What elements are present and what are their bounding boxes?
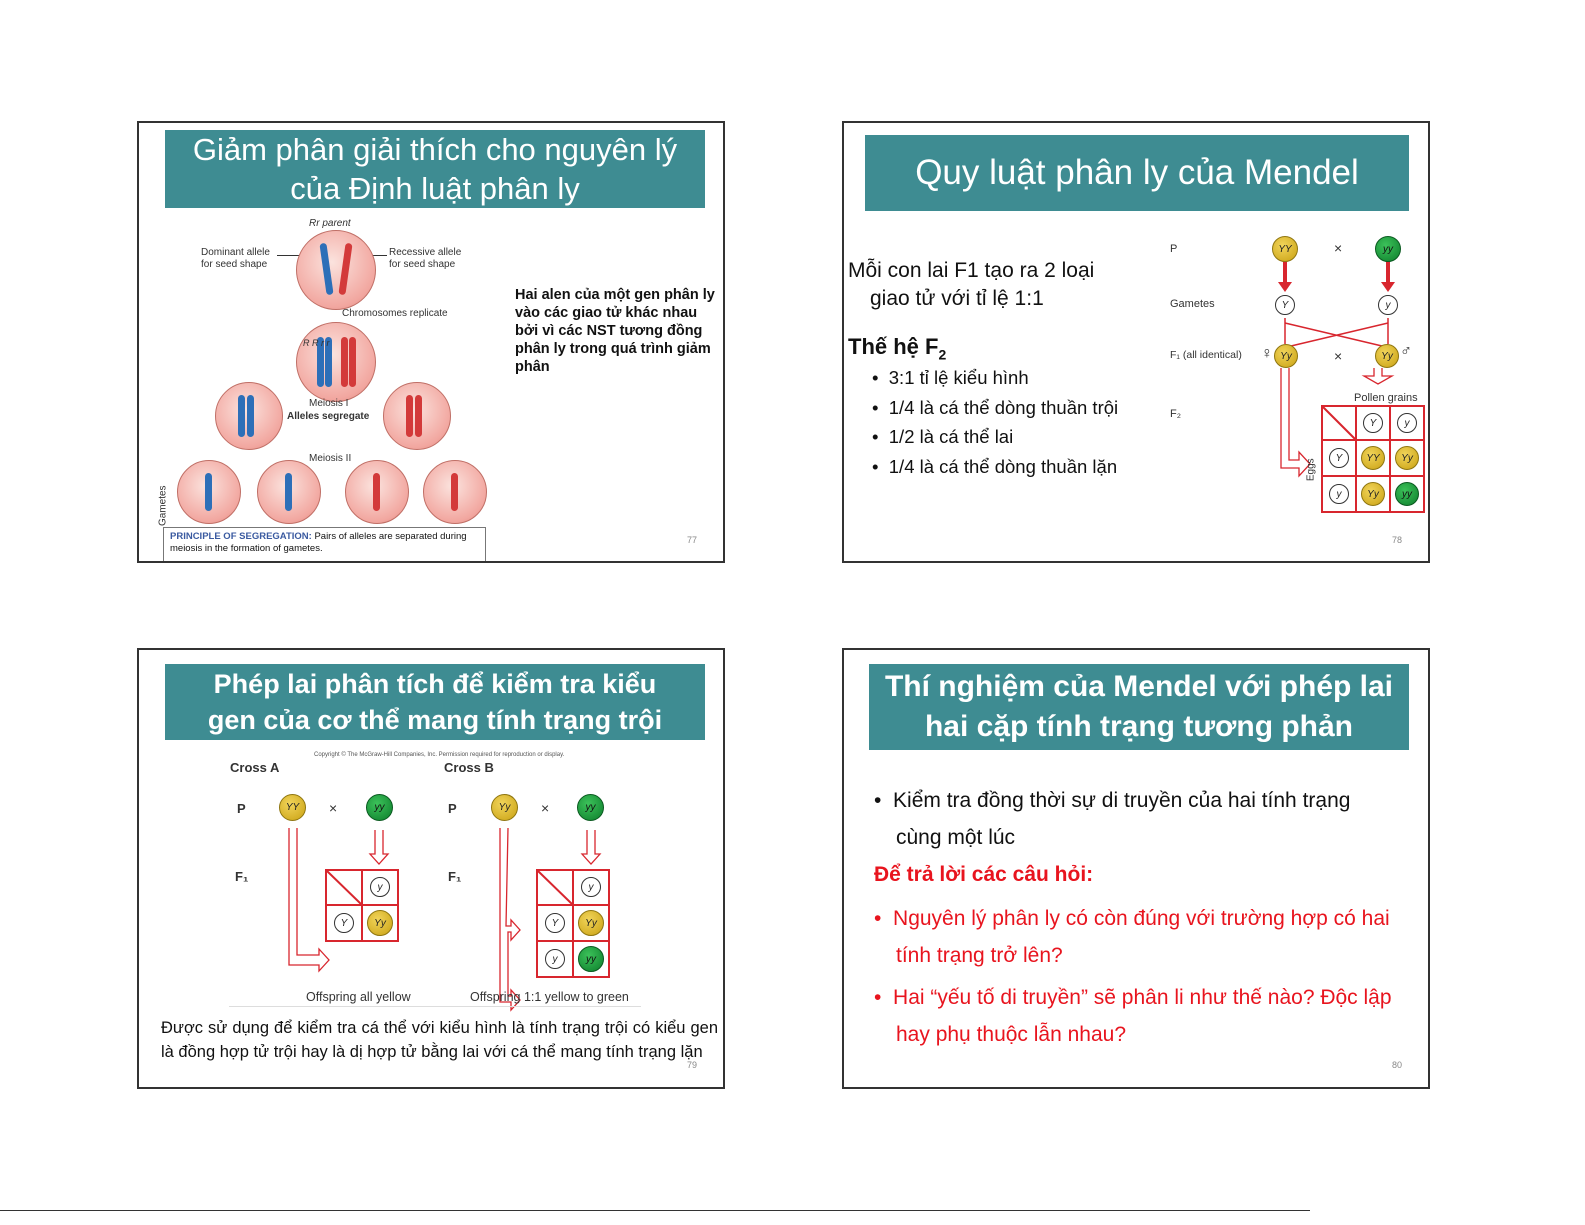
bullet-4-text: 1/4 là cá thể dòng thuần lặn [888,456,1118,477]
egg-y: y [1329,484,1349,504]
principle-text: Pairs of alleles are separated during meiosis in the formation of gametes. [170,531,467,555]
slide-79-title: Phép lai phân tích để kiểm tra kiểu gen của cơ thể mang tính trạng trội [165,664,705,740]
recessive-label: Recessive allele for seed shape [389,247,462,270]
bullet-3: • 1/2 là cá thể lai [872,426,1014,447]
parent-cell [296,230,376,310]
p-label-a: P [237,801,246,816]
female-symbol: ♀ [1261,345,1273,362]
mendel-cross-diagram [1164,228,1429,518]
offspring-a-label: Offspring all yellow [306,990,411,1004]
punnett-b-Y: Y [545,913,565,933]
dominant-label: Dominant allele for seed shape [201,247,270,270]
pollen-y: y [1397,413,1417,433]
gamete-Y: Y [1275,295,1295,315]
gametes-label: Gametes [1170,298,1215,310]
bullet-1: • Kiểm tra đồng thời sự di truyền của hai tính trạng cùng một lúc [874,789,1351,849]
cross-symbol-f1: × [1334,348,1343,364]
replicated-cell [296,322,376,402]
bullet-1-text: 3:1 tỉ lệ kiểu hình [888,367,1029,388]
pea-yy-parent: yy [1375,236,1401,262]
punnett-b-yy: yy [578,946,604,972]
page-number-78: 78 [1392,535,1403,545]
rr-parent-label: Rr parent [309,218,351,229]
gamete-4 [423,460,487,524]
f1-label: F₁ (all identical) [1170,349,1242,361]
replicate-label: Chromosomes replicate [342,308,448,319]
bullet-2-text: 1/4 là cá thể dòng thuần trội [888,397,1119,418]
male-symbol: ♂ [1400,343,1412,360]
pea-Yy-male: Yy [1375,344,1399,368]
slide-80-title: Thí nghiệm của Mendel với phép lai hai cặp tính trạng tương phản [869,664,1409,750]
f2-heading-text: Thế hệ F [848,334,939,359]
bullet-3-text: Hai “yếu tố di truyền” sẽ phân li như thế nào? Độc lập hay phụ thuộc lẫn nhau? [893,986,1392,1046]
punnett-b-y-top: y [581,877,601,897]
cross-a-label: Cross A [230,760,280,775]
f2-label: F₂ [1170,408,1181,420]
slide-77-title: Giảm phân giải thích cho nguyên lý của Định luật phân ly [165,130,705,208]
pea-YY-parent: YY [1272,236,1298,262]
gametes-label: Gametes [157,485,169,527]
bullet-2-text: Nguyên lý phân ly có còn đúng với trường hợp có hai tính trạng trở lên? [893,907,1390,967]
slide-79 [137,648,725,1089]
principle-box [163,527,486,563]
slide-78-title: Quy luật phân ly của Mendel [865,135,1409,211]
f2-heading [848,333,946,364]
gamete-3 [345,460,409,524]
slide-80 [842,648,1430,1089]
punnett-a-Yy: Yy [367,910,393,936]
punnett-a [325,869,399,942]
slide-78 [842,121,1430,563]
punnett-b-y-left: y [545,949,565,969]
slide-79-caption: Được sử dụng để kiểm tra cá thể với kiểu hình là tính trạng trội có kiểu gen là đồng hợp tử trội hay là dị hợp tử bằng lai với cá thể mang tính trạng lặn [161,1019,718,1061]
bullet-2: • Nguyên lý phân ly có còn đúng với trường hợp có hai tính trạng trở lên? [874,907,1390,967]
bullet-3-text: 1/2 là cá thể lai [888,426,1014,447]
p-label-b: P [448,801,457,816]
alleles-segregate-label: Alleles segregate [287,411,370,422]
offspring-b-label: Offspring 1:1 yellow to green [470,990,629,1004]
punnett-square [1321,405,1427,513]
page-number-80: 80 [1392,1060,1403,1070]
eggs-label: Eggs [1305,458,1317,482]
egg-Y: Y [1329,448,1349,468]
cross-a-yy: yy [366,794,393,821]
f1-line-2: giao tử với tỉ lệ 1:1 [870,287,1044,310]
principle-head: PRINCIPLE OF SEGREGATION: [170,531,312,542]
offspring-Yy-1: Yy [1395,446,1419,470]
meiosis1-cell-right [383,382,451,450]
offspring-Yy-2: Yy [1361,482,1385,506]
pea-Yy-female: Yy [1274,344,1298,368]
cross-b-Yy: Yy [491,794,518,821]
slide-77-note: Hai alen của một gen phân ly vào các giao tử khác nhau bởi vì các NST tương đồng phân ly trong quá trình giảm phân [515,287,715,375]
question-heading: Để trả lời các câu hỏi: [874,863,1094,886]
f2-heading-sub: 2 [938,346,947,363]
bullet-2: • 1/4 là cá thể dòng thuần trội [872,397,1119,418]
punnett-a-Y: Y [334,913,354,933]
page-number-77: 77 [687,535,698,545]
cross-b-label: Cross B [444,760,494,775]
f1-line-1: Mỗi con lai F1 tạo ra 2 loại [848,259,1095,282]
page-number-79: 79 [687,1060,698,1070]
cross-b-yy: yy [577,794,604,821]
copyright-note: Copyright © The McGraw-Hill Companies, Inc. Permission required for reproduction or display. [314,752,565,758]
cross-a-YY: YY [279,794,306,821]
f1-label-a: F₁ [235,869,249,884]
replicated-alleles: R R r r [303,338,330,348]
cross-symbol-p: × [1334,240,1343,256]
meiosis1-cell-left [215,382,283,450]
punnett-b-Yy: Yy [578,910,604,936]
offspring-yy: yy [1395,482,1419,506]
f1-label-b: F₁ [448,869,462,884]
cross-a-times: × [329,800,338,816]
punnett-b [536,869,610,979]
meiosis2-label: Meiosis II [309,453,352,464]
footer-rule [0,1210,1310,1211]
gamete-2 [257,460,321,524]
offspring-YY: YY [1361,446,1385,470]
meiosis1-label: Meiosis I [309,398,349,409]
pollen-Y: Y [1363,413,1383,433]
gamete-y: y [1378,295,1398,315]
cross-b-times: × [541,800,550,816]
bullet-1: • 3:1 tỉ lệ kiểu hình [872,367,1029,388]
bullet-1-text: Kiểm tra đồng thời sự di truyền của hai tính trạng cùng một lúc [893,789,1351,849]
pollen-label: Pollen grains [1354,392,1418,404]
punnett-a-y: y [370,877,390,897]
gamete-1 [177,460,241,524]
meiosis-diagram [159,215,499,563]
p-label: P [1170,243,1178,255]
slide-77 [137,121,725,563]
bullet-3: • Hai “yếu tố di truyền” sẽ phân li như thế nào? Độc lập hay phụ thuộc lẫn nhau? [874,986,1392,1046]
bullet-4: • 1/4 là cá thể dòng thuần lặn [872,456,1118,477]
